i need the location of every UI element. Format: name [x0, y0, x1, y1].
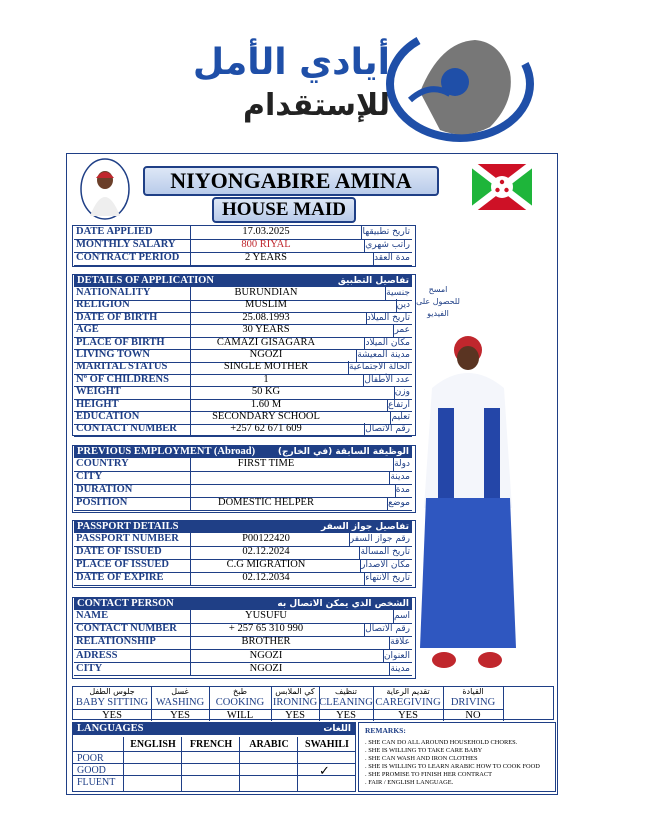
row-employment: COUNTRY FIRST TIME دولة	[74, 458, 412, 472]
language-column: ENGLISH	[130, 739, 176, 750]
row-contact: NAME YUSUFU اسم	[74, 610, 412, 624]
language-col-line	[181, 737, 182, 791]
passport-header: PASSPORT DETAILS تفاصيل جواز السفر	[74, 521, 412, 533]
skill-cell: جلوس الطفل BABY SITTING YES	[73, 687, 152, 721]
row-date-applied: DATE APPLIED 17.03.2025 تاريخ تطبيقها	[74, 226, 412, 240]
language-row-line	[73, 763, 355, 764]
row-contact: CITY NGOZI مدينة	[74, 663, 412, 677]
row-passport: PASSPORT NUMBER P00122420 رقم جواز السفر	[74, 533, 412, 547]
row-application: EDUCATION SECONDARY SCHOOL تعليم	[74, 411, 412, 425]
remark-line: . SHE CAN WASH AND IRON CLOTHES	[365, 755, 478, 762]
language-col-line	[239, 737, 240, 791]
application-header: DETAILS OF APPLICATION تفاصيل التطبيق	[74, 275, 412, 287]
job-title: HOUSE MAID	[212, 197, 356, 223]
row-application: CONTACT NUMBER +257 62 671 609 رقم الاتصال	[74, 423, 412, 437]
skill-cell: كي الملابس IRONING YES	[271, 687, 320, 721]
languages-table	[72, 722, 356, 792]
row-passport: DATE OF EXPIRE 02.12.2034 تاريخ الانتهاء	[74, 572, 412, 586]
row-employment: POSITION DOMESTIC HELPER موضع	[74, 497, 412, 511]
employment-header: PREVIOUS EMPLOYMENT (Abroad) الوظيفة السابقة (في الخارج)	[74, 446, 412, 458]
portrait-photo	[80, 158, 130, 220]
remarks-title: REMARKS:	[365, 726, 406, 735]
row-application: LIVING TOWN NGOZI مدينة المعيشة	[74, 349, 412, 363]
row-employment: CITY مدينة	[74, 471, 412, 485]
remark-line: . SHE PROMISE TO FINISH HER CONTRACT	[365, 771, 493, 778]
language-level: POOR	[77, 753, 104, 764]
row-application: WEIGHT 50 KG وزن	[74, 386, 412, 400]
full-body-photo	[412, 328, 522, 680]
skill-cell: القيادة DRIVING NO	[443, 687, 504, 721]
candidate-name: NIYONGABIRE AMINA	[143, 166, 439, 196]
language-col-line	[123, 737, 124, 791]
language-column: SWAHILI	[305, 739, 349, 750]
skill-cell: طبخ COOKING WILL	[209, 687, 272, 721]
row-passport: PLACE OF ISSUED C.G MIGRATION مكان الاصدار	[74, 559, 412, 573]
skill-cell: تنظيف CLEANING YES	[319, 687, 373, 721]
language-col-line	[297, 737, 298, 791]
skill-cell: تقديم الرعاية CAREGIVING YES	[373, 687, 444, 721]
row-monthly-salary: MONTHLY SALARY 800 RIYAL راتب شهري	[74, 239, 412, 253]
logo-hand-icon	[380, 22, 540, 142]
row-application: MARITAL STATUS SINGLE MOTHER الحالة الاجتماعية	[74, 361, 412, 375]
language-level: GOOD	[77, 765, 106, 776]
row-application: PLACE OF BIRTH CAMAZI GISAGARA مكان الميلاد	[74, 337, 412, 351]
row-contact: RELATIONSHIP BROTHER علاقة	[74, 636, 412, 650]
row-application: AGE 30 YEARS عمر	[74, 324, 412, 338]
scan-video-note: امسح للحصول على الفيديو	[416, 285, 460, 318]
row-employment: DURATION مدة	[74, 484, 412, 498]
remark-line: . SHE IS WILLING TO LEARN ARABIC HOW TO COOK FOOD	[365, 763, 540, 770]
row-application: RELIGION MUSLIM دين	[74, 299, 412, 313]
remarks-box	[358, 722, 556, 792]
row-passport: DATE OF ISSUED 02.12.2024 تاريخ المسالة	[74, 546, 412, 560]
language-row-line	[73, 751, 355, 752]
languages-header: LANGUAGES اللغات	[73, 723, 355, 735]
skill-cell: غسل WASHING YES	[151, 687, 210, 721]
row-application: NATIONALITY BURUNDIAN جنسية	[74, 287, 412, 301]
row-application: DATE OF BIRTH 25.08.1993 تاريخ الميلاد	[74, 312, 412, 326]
remark-line: . SHE CAN DO ALL AROUND HOUSEHOLD CHORES.	[365, 739, 518, 746]
remark-line: . FAIR / ENGLISH LANGUAGE.	[365, 779, 454, 786]
language-column: FRENCH	[189, 739, 233, 750]
language-row-line	[73, 775, 355, 776]
burundi-flag-icon	[472, 164, 532, 210]
logo-text-line1: أيادي الأمل	[192, 42, 390, 83]
row-contract-period: CONTRACT PERIOD 2 YEARS مدة العقد	[74, 252, 412, 266]
row-application: HEIGHT 1.60 M ارتفاع	[74, 399, 412, 413]
remark-line: . SHE IS WILLING TO TAKE CARE BABY	[365, 747, 483, 754]
language-level: FLUENT	[77, 777, 116, 788]
skills-table	[72, 686, 554, 720]
row-contact: CONTACT NUMBER + 257 65 310 990 رقم الاتصال	[74, 623, 412, 637]
row-application: Nº OF CHILDRENS 1 عدد الأطفال	[74, 374, 412, 388]
contact-header: CONTACT PERSON الشخص الذي يمكن الاتصال به	[74, 598, 412, 610]
language-column: ARABIC	[249, 739, 289, 750]
row-contact: ADRESS NGOZI العنوان	[74, 650, 412, 664]
check-icon: ✓	[319, 763, 330, 778]
logo-text-line2: للإستقدام	[243, 88, 390, 123]
